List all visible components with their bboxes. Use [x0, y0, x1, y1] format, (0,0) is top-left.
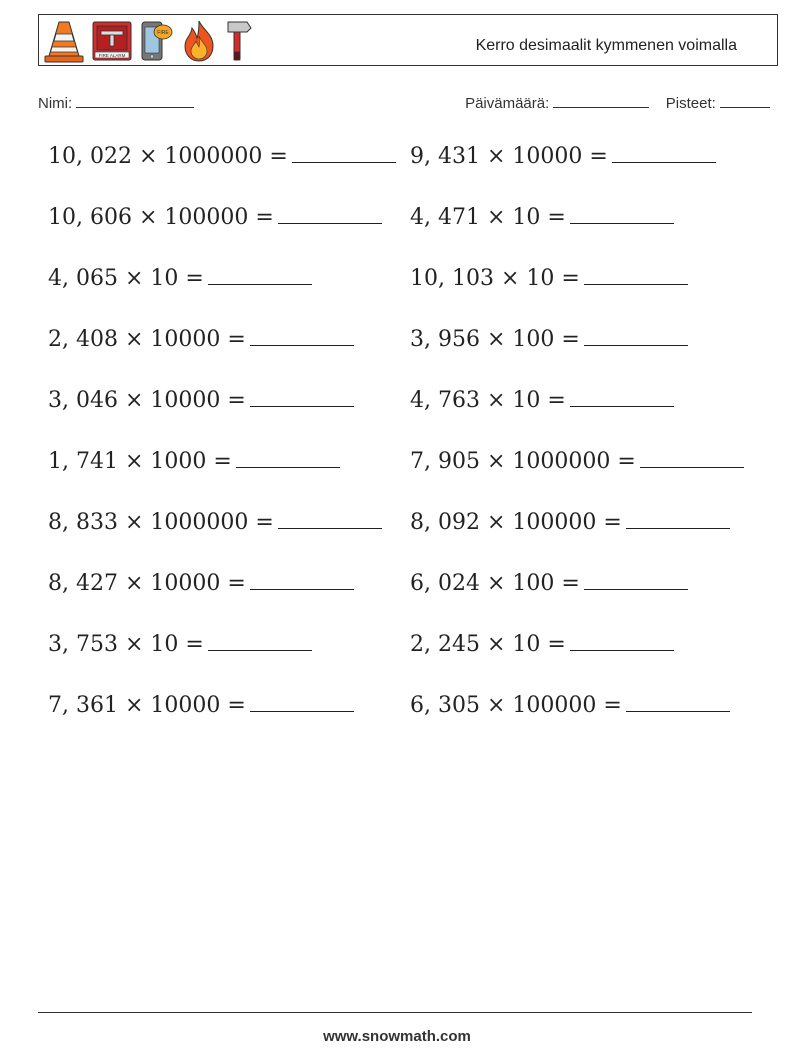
problem-left-7	[48, 506, 382, 536]
problem-left-6	[48, 445, 340, 475]
problem-expression: 8, 833 × 1000000 =	[48, 510, 274, 535]
problem-expression: 8, 427 × 10000 =	[48, 571, 246, 596]
problem-left-9	[48, 628, 312, 658]
problem-right-8	[410, 567, 688, 597]
problem-right-9	[410, 628, 674, 658]
problem-right-7	[410, 506, 730, 536]
problem-expression: 3, 753 × 10 =	[48, 632, 204, 657]
answer-blank[interactable]	[250, 384, 354, 407]
problem-expression: 6, 024 × 100 =	[410, 571, 580, 596]
phone-fire-icon	[139, 18, 173, 64]
answer-blank[interactable]	[640, 445, 744, 468]
problem-left-5	[48, 384, 354, 414]
flame-icon	[179, 18, 219, 64]
answer-blank[interactable]	[292, 140, 396, 163]
problem-expression: 4, 065 × 10 =	[48, 266, 204, 291]
problem-expression: 4, 471 × 10 =	[410, 205, 566, 230]
problem-expression: 7, 361 × 10000 =	[48, 693, 246, 718]
answer-blank[interactable]	[570, 201, 674, 224]
footer-divider	[38, 1012, 752, 1013]
problem-expression: 8, 092 × 100000 =	[410, 510, 622, 535]
answer-blank[interactable]	[250, 689, 354, 712]
name-blank[interactable]	[76, 92, 194, 108]
phone-fire-text: FIRE	[157, 30, 169, 36]
header-box	[38, 14, 778, 66]
answer-blank[interactable]	[250, 323, 354, 346]
problem-expression: 2, 408 × 10000 =	[48, 327, 246, 352]
problem-expression: 1, 741 × 1000 =	[48, 449, 232, 474]
problem-expression: 6, 305 × 100000 =	[410, 693, 622, 718]
problem-right-4	[410, 323, 688, 353]
answer-blank[interactable]	[612, 140, 716, 163]
name-label: Nimi:	[38, 95, 73, 112]
problem-right-5	[410, 384, 674, 414]
fire-axe-icon	[225, 18, 255, 64]
problem-expression: 9, 431 × 10000 =	[410, 144, 608, 169]
answer-blank[interactable]	[626, 689, 730, 712]
problem-expression: 3, 046 × 10000 =	[48, 388, 246, 413]
problem-expression: 10, 103 × 10 =	[410, 266, 580, 291]
answer-blank[interactable]	[208, 262, 312, 285]
answer-blank[interactable]	[278, 506, 382, 529]
problem-left-4	[48, 323, 354, 353]
score-blank[interactable]	[720, 92, 770, 108]
problem-expression: 4, 763 × 10 =	[410, 388, 566, 413]
fire-alarm-text: FIRE ALARM	[98, 53, 126, 58]
problem-expression: 10, 606 × 100000 =	[48, 205, 274, 230]
problem-right-10	[410, 689, 730, 719]
header-icons	[43, 18, 255, 64]
problem-right-3	[410, 262, 688, 292]
worksheet-title: Kerro desimaalit kymmenen voimalla	[475, 37, 737, 54]
info-row	[38, 92, 770, 114]
problem-expression: 3, 956 × 100 =	[410, 327, 580, 352]
answer-blank[interactable]	[236, 445, 340, 468]
answer-blank[interactable]	[208, 628, 312, 651]
name-field[interactable]	[38, 92, 194, 112]
problem-expression: 2, 245 × 10 =	[410, 632, 566, 657]
problem-left-10	[48, 689, 354, 719]
score-label: Pisteet:	[665, 95, 716, 112]
problem-left-1	[48, 140, 396, 170]
problem-right-6	[410, 445, 744, 475]
answer-blank[interactable]	[584, 262, 688, 285]
answer-blank[interactable]	[570, 384, 674, 407]
traffic-cone-icon	[43, 18, 85, 64]
answer-blank[interactable]	[626, 506, 730, 529]
answer-blank[interactable]	[250, 567, 354, 590]
date-blank[interactable]	[553, 92, 649, 108]
date-score-fields	[465, 92, 770, 112]
problem-right-1	[410, 140, 716, 170]
problem-left-8	[48, 567, 354, 597]
answer-blank[interactable]	[584, 323, 688, 346]
problem-left-2	[48, 201, 382, 231]
problem-right-2	[410, 201, 674, 231]
problem-left-3	[48, 262, 312, 292]
date-label: Päivämäärä:	[465, 95, 550, 112]
problem-expression: 10, 022 × 1000000 =	[48, 144, 288, 169]
answer-blank[interactable]	[278, 201, 382, 224]
answer-blank[interactable]	[584, 567, 688, 590]
fire-alarm-icon	[91, 18, 133, 64]
problem-expression: 7, 905 × 1000000 =	[410, 449, 636, 474]
footer-url[interactable]: www.snowmath.com	[323, 1028, 471, 1045]
answer-blank[interactable]	[570, 628, 674, 651]
